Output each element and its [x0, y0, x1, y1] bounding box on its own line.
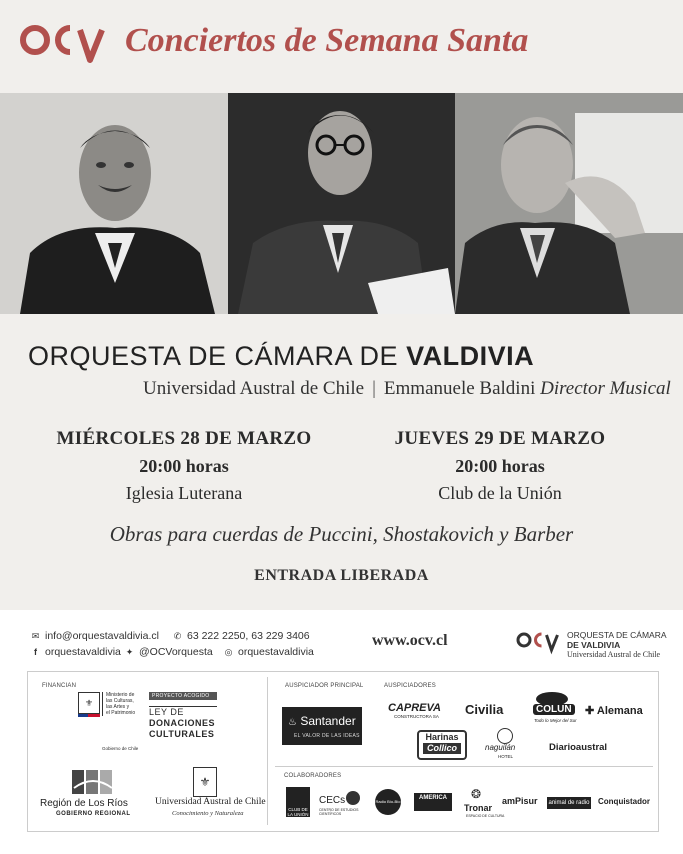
event-place: Club de la Unión: [438, 483, 562, 503]
event-hour: 20:00 horas: [139, 456, 229, 476]
region-sub: GOBIERNO REGIONAL: [56, 811, 131, 817]
event-hour: 20:00 horas: [455, 456, 545, 476]
divider: [275, 766, 653, 767]
ocv-logo: [20, 14, 110, 74]
works-line: Obras para cuerdas de Puccini, Shostakovich y Barber: [109, 522, 574, 546]
footer-logo-text: ORQUESTA DE CÁMARA DE VALDIVIA Universidad Austral de Chile: [567, 630, 667, 659]
entrance-note: ENTRADA LIBERADA: [254, 567, 429, 584]
conquistador-logo: Conquistador: [598, 797, 650, 806]
region-logo-graphic: [70, 768, 116, 796]
contact-email[interactable]: ✉ info@orquestavaldivia.cl: [31, 630, 159, 642]
event-date: JUEVES 29 DE MARZO: [394, 428, 606, 449]
colun-logo: COLUN: [533, 704, 575, 715]
contact-facebook[interactable]: f orquestavaldivia: [30, 646, 121, 658]
event-place: Iglesia Luterana: [125, 483, 243, 503]
composer-photos: [0, 93, 683, 314]
diario-austral-logo: Diarioaustral: [549, 742, 608, 753]
uach-crest-icon: ⚜: [193, 767, 217, 797]
tronar-logo: Tronar: [464, 803, 493, 813]
facebook-icon: f: [34, 647, 37, 657]
colun-sub: Todo lo Mejor del Sur: [534, 718, 577, 723]
director-name: Emmanuele Baldini: [383, 378, 536, 399]
twitter-icon: ✦: [125, 647, 134, 657]
radio-biobio-logo: Radio Bío-Bío: [375, 789, 401, 815]
club-union-logo: CLUB DE LA UNIÓN: [286, 787, 310, 817]
flame-icon: ♨: [288, 717, 297, 728]
auspiciador-principal-label: AUSPICIADOR PRINCIPAL: [285, 683, 364, 689]
photo-shostakovich: [228, 93, 455, 314]
cecs-logo: CECs: [319, 795, 346, 806]
website-link[interactable]: www.ocv.cl: [372, 632, 448, 649]
marina-logo: naguilán: [485, 743, 516, 752]
tronar-sub: ESPACIO DE CULTURA: [466, 814, 505, 818]
contact-phone: ✆ 63 222 2250, 63 229 3406: [173, 630, 310, 642]
event-thursday: [350, 428, 650, 504]
civilia-logo: Civilia: [465, 702, 504, 717]
uach-sub: Conocimiento y Naturaleza: [172, 810, 244, 817]
financian-label: FINANCIAN: [42, 683, 77, 689]
ministerio-logo: ⚜ Ministerio de las Culturas, las Artes y el Patrimonio Gobierno de Chile: [78, 692, 141, 752]
orchestra-subline: [143, 378, 671, 400]
event-date: MIÉRCOLES 28 DE MARZO: [56, 428, 312, 449]
cross-icon: ✚: [585, 705, 595, 717]
capreva-sub: CONSTRUCTORA SA: [394, 714, 439, 719]
ampisur-logo: amPisur: [502, 796, 538, 806]
contact-twitter[interactable]: ✦ @OCVorquesta: [125, 646, 213, 658]
cecs-sub: CENTRO DE ESTUDIOS CIENTÍFICOS: [319, 808, 359, 816]
contact-instagram[interactable]: ◎ orquestavaldivia: [224, 646, 314, 658]
page-title: Conciertos de Semana Santa: [125, 22, 529, 59]
separator: |: [372, 378, 376, 399]
divider: [267, 677, 268, 825]
ley-donaciones-logo: PROYECTO ACOGIDO LEY DE DONACIONES CULTURALES: [149, 693, 216, 739]
auspiciadores-label: AUSPICIADORES: [384, 683, 436, 689]
harinas-collico-logo: Harinas Collico: [417, 730, 467, 760]
director-role: Director Musical: [540, 378, 671, 399]
phone-icon: ✆: [173, 631, 182, 641]
region-name: Región de Los Ríos: [40, 798, 128, 809]
uach-name: Universidad Austral de Chile: [155, 797, 266, 807]
orchestra-name: [28, 341, 534, 372]
photo-barber: [455, 93, 683, 314]
america-logo: AMERICA: [414, 793, 452, 811]
marina-icon: [497, 728, 513, 744]
mail-icon: ✉: [31, 631, 40, 641]
orchestra-name-light: ORQUESTA DE CÁMARA DE: [28, 341, 407, 371]
colaboradores-label: COLABORADORES: [284, 773, 342, 779]
animal-radio-logo: animal de radio: [547, 797, 591, 809]
alemana-logo: ✚ Alemana: [585, 705, 643, 717]
event-wednesday: [34, 428, 334, 504]
footer-ocv-logo: [515, 627, 563, 657]
instagram-icon: ◎: [224, 647, 233, 657]
coat-of-arms-icon: ⚜: [78, 692, 100, 714]
capreva-logo: CAPREVA: [388, 702, 441, 714]
santander-logo: ♨ Santander EL VALOR DE LAS IDEAS: [282, 707, 362, 745]
marina-sub: HOTEL: [498, 754, 514, 759]
tronar-icon: ❂: [471, 787, 482, 801]
orchestra-name-bold: VALDIVIA: [406, 341, 535, 371]
cecs-seal-icon: [346, 791, 360, 805]
photo-puccini: [0, 93, 228, 314]
university-name: Universidad Austral de Chile: [143, 378, 365, 399]
